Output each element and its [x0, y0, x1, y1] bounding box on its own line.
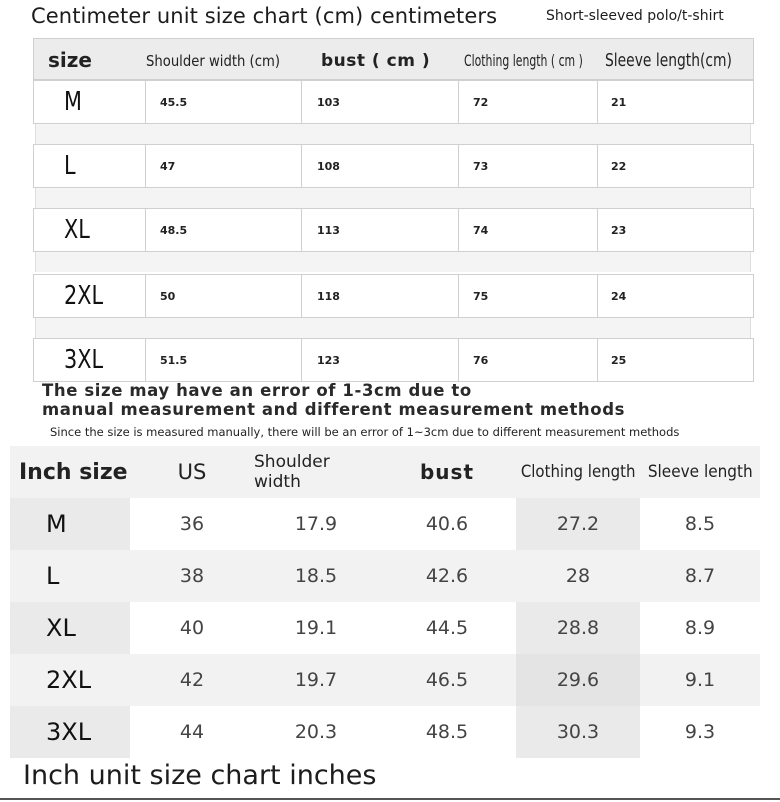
us-value: 38	[179, 565, 205, 587]
header-shoulder-width: Shoulder width	[254, 452, 330, 492]
shoulder-value: 19.7	[294, 669, 338, 691]
table-row	[33, 208, 754, 252]
size-label: L	[64, 151, 76, 181]
length-value: 76	[473, 354, 489, 367]
sleeve-value: 9.3	[684, 721, 716, 743]
header-clothing-length	[516, 446, 640, 498]
us-value: 44	[179, 721, 205, 743]
size-label: 3XL	[64, 345, 104, 375]
length-value: 27.2	[556, 513, 600, 535]
size-label: 2XL	[46, 666, 92, 694]
sleeve-value: 9.1	[684, 669, 716, 691]
sleeve-value: 24	[611, 290, 627, 303]
header-us: US	[177, 460, 207, 484]
product-type-label: Short-sleeved polo/t-shirt	[546, 8, 724, 24]
shoulder-value: 20.3	[294, 721, 338, 743]
header-sleeve-length	[640, 446, 760, 498]
header-clothing-length: Clothing length ( cm )	[464, 51, 583, 70]
size-label: M	[46, 510, 67, 538]
shoulder-value: 51.5	[160, 354, 188, 367]
length-value: 75	[473, 290, 489, 303]
sleeve-value: 8.7	[684, 565, 716, 587]
us-value: 36	[179, 513, 205, 535]
size-label: M	[64, 87, 82, 117]
table-row	[33, 338, 754, 382]
bust-value: 46.5	[425, 669, 469, 691]
header-inch-size: Inch size	[19, 459, 128, 485]
measurement-note-small: Since the size is measured manually, there will be an error of 1~3cm due to different measurement methods	[50, 425, 680, 439]
bust-value: 48.5	[425, 721, 469, 743]
size-label: 2XL	[64, 281, 104, 311]
bust-value: 123	[317, 354, 340, 367]
size-label: L	[46, 562, 60, 590]
bust-value: 113	[317, 224, 340, 237]
us-value: 42	[179, 669, 205, 691]
shoulder-value: 48.5	[160, 224, 188, 237]
length-value: 30.3	[556, 721, 600, 743]
header-bust: bust	[419, 460, 475, 484]
sleeve-value: 25	[611, 354, 627, 367]
cm-size-table	[33, 38, 754, 383]
sleeve-value: 21	[611, 96, 627, 109]
length-value: 29.6	[556, 669, 600, 691]
table-row	[33, 274, 754, 318]
bust-value: 108	[317, 160, 340, 173]
length-value: 73	[473, 160, 489, 173]
length-value: 28	[565, 565, 591, 587]
table-row	[10, 706, 760, 758]
bust-value: 40.6	[425, 513, 469, 535]
size-label: XL	[46, 614, 76, 642]
table-row	[10, 654, 760, 706]
measurement-note-line-1: The size may have an error of 1-3cm due to	[42, 381, 472, 400]
length-value: 28.8	[556, 617, 600, 639]
cm-chart-title: Centimeter unit size chart (cm) centimeters	[31, 4, 498, 28]
header-sleeve-length: Sleeve length(cm)	[605, 50, 732, 71]
cm-table-header	[33, 38, 754, 80]
table-row	[10, 498, 760, 550]
shoulder-value: 18.5	[294, 565, 338, 587]
size-label: 3XL	[46, 718, 92, 746]
size-label: XL	[64, 215, 90, 245]
sleeve-value: 22	[611, 160, 627, 173]
length-value: 72	[473, 96, 489, 109]
inch-size-table	[10, 446, 760, 758]
shoulder-value: 17.9	[294, 513, 338, 535]
sleeve-value: 8.9	[684, 617, 716, 639]
header-size: size	[48, 48, 92, 72]
table-row	[10, 602, 760, 654]
header-bust: bust ( cm )	[321, 51, 431, 71]
header-shoulder-width: Shoulder width (cm)	[146, 52, 280, 70]
shoulder-value: 45.5	[160, 96, 188, 109]
inch-table-header	[10, 446, 760, 498]
row-spacer	[35, 252, 751, 272]
sleeve-value: 8.5	[684, 513, 716, 535]
length-value: 74	[473, 224, 489, 237]
us-value: 40	[179, 617, 205, 639]
bottom-border	[0, 798, 780, 800]
row-spacer	[35, 188, 751, 208]
row-spacer	[35, 318, 751, 338]
row-spacer	[35, 124, 751, 144]
measurement-note-line-2: manual measurement and different measurement methods	[42, 400, 626, 419]
bust-value: 103	[317, 96, 340, 109]
sleeve-value: 23	[611, 224, 627, 237]
bust-value: 118	[317, 290, 340, 303]
header-sleeve-length-text: Sleeve length	[647, 462, 753, 482]
inch-chart-title: Inch unit size chart inches	[23, 760, 377, 791]
table-row	[33, 80, 754, 124]
header-clothing-length-text: Clothing length	[520, 462, 636, 482]
bust-value: 44.5	[425, 617, 469, 639]
table-row	[10, 550, 760, 602]
bust-value: 42.6	[425, 565, 469, 587]
shoulder-value: 19.1	[294, 617, 338, 639]
shoulder-value: 50	[160, 290, 176, 303]
table-row	[33, 144, 754, 188]
shoulder-value: 47	[160, 160, 176, 173]
